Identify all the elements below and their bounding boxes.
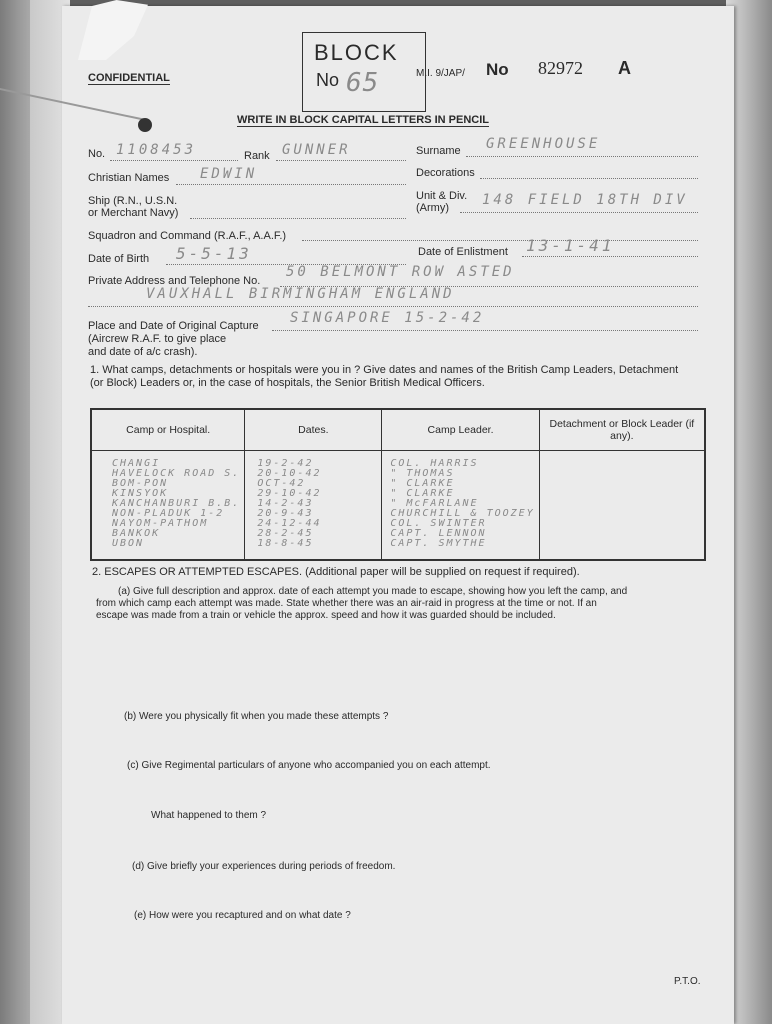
christian-names-value: EDWIN (200, 166, 258, 182)
ship-label-2: or Merchant Navy) (88, 207, 179, 219)
list-item: UBON (112, 538, 145, 549)
list-item: 20-10-42 (257, 468, 322, 479)
list-item: CHANGI (112, 458, 161, 469)
list-item: 18-8-45 (257, 538, 314, 549)
list-item: KANCHANBURI B.B. (112, 498, 241, 509)
table-row (91, 451, 705, 561)
list-item: 28-2-45 (257, 528, 314, 539)
ship-line (190, 218, 406, 219)
col-detachment-header: Detachment or Block Leader (if any). (539, 409, 705, 451)
rank-line (276, 160, 406, 161)
enlistment-value: 13-1-41 (526, 236, 615, 255)
form-ref: M.I. 9/JAP/ (416, 68, 465, 79)
address-label: Private Address and Telephone No. (88, 275, 261, 287)
list-item: CHURCHILL & TOOZEY (390, 508, 535, 519)
punch-hole (138, 118, 152, 132)
serial-suffix: A (618, 58, 631, 78)
q2-c-followup: What happened to them ? (151, 810, 267, 821)
ship-label-1: Ship (R.N., U.S.N. (88, 195, 178, 207)
dates-cell (245, 451, 382, 561)
unit-value: 148 FIELD 18TH DIV (482, 192, 688, 208)
capture-line (272, 330, 698, 331)
pto-label: P.T.O. (674, 976, 701, 987)
list-item: COL. HARRIS (390, 458, 479, 469)
unit-line (460, 212, 698, 213)
list-item: KINSYOK (112, 488, 169, 499)
block-no-label: No (316, 70, 340, 90)
surname-value: GREENHOUSE (486, 136, 601, 152)
camps-cell (91, 451, 245, 561)
q1-line-2: (or Block) Leaders or, in the case of hospitals, the Senior British Medical Officers. (90, 377, 485, 389)
list-item: 14-2-43 (257, 498, 314, 509)
unit-label-1: Unit & Div. (416, 190, 468, 202)
christian-names-line (176, 184, 406, 185)
unit-label-2: (Army) (416, 202, 449, 214)
enlistment-line (522, 256, 698, 257)
camps-table-header (91, 409, 705, 451)
q2-a-line-3: escape was made from a train or vehicle the approx. speed and how it was guarded should be included. (96, 610, 556, 621)
list-item: NON-PLADUK 1-2 (112, 508, 225, 519)
list-item: COL. SWINTER (390, 518, 487, 529)
camps-table (90, 408, 706, 561)
leaders-cell (382, 451, 539, 561)
q2-a-line-1: (a) Give full description and approx. date of each attempt you made to escape, showing how you left the camp, and (118, 586, 628, 597)
capture-label-1: Place and Date of Original Capture (88, 320, 259, 332)
list-item: 29-10-42 (257, 488, 322, 499)
capture-label-2: (Aircrew R.A.F. to give place (88, 333, 227, 345)
col-dates-header: Dates. (245, 409, 382, 451)
q2-e: (e) How were you recaptured and on what date ? (134, 910, 351, 921)
confidential-label: CONFIDENTIAL (88, 72, 170, 84)
list-item: 20-9-43 (257, 508, 314, 519)
list-item: NAYOM-PATHOM (112, 518, 209, 529)
list-item: 19-2-42 (257, 458, 314, 469)
no-value: 1108453 (116, 142, 197, 158)
dob-value: 5-5-13 (176, 244, 252, 263)
list-item: " CLARKE (390, 478, 455, 489)
serial-no-label: No (486, 60, 509, 79)
surname-label: Surname (416, 145, 461, 157)
q2-title: 2. ESCAPES OR ATTEMPTED ESCAPES. (Additional paper will be supplied on request if required). (92, 566, 580, 578)
address-value-2: VAUXHALL BIRMINGHAM ENGLAND (146, 286, 455, 302)
dob-label: Date of Birth (88, 253, 150, 265)
address-value-1: 50 BELMONT ROW ASTED (286, 264, 515, 280)
list-item: " McFARLANE (390, 498, 479, 509)
surname-line (466, 156, 698, 157)
list-item: OCT-42 (257, 478, 306, 489)
no-line (110, 160, 238, 161)
list-item: BOM-PON (112, 478, 169, 489)
col-leader-header: Camp Leader. (382, 409, 539, 451)
instruction-heading: WRITE IN BLOCK CAPITAL LETTERS IN PENCIL (237, 114, 489, 126)
detachment-cell (539, 451, 705, 561)
squadron-line (302, 240, 698, 241)
address-line-2 (88, 306, 698, 307)
squadron-label: Squadron and Command (R.A.F., A.A.F.) (88, 230, 287, 242)
list-item: HAVELOCK ROAD S. (112, 468, 241, 479)
rank-value: GUNNER (282, 142, 351, 158)
serial-number: 82972 (538, 58, 583, 78)
block-stamp-label: BLOCK (314, 40, 399, 65)
no-label: No. (88, 148, 106, 160)
christian-names-label: Christian Names (88, 172, 170, 184)
list-item: 24-12-44 (257, 518, 322, 529)
decorations-line (480, 178, 698, 179)
q2-a-line-2: from which camp each attempt was made. State whether there was an air-raid in progress at the time or not. If an (96, 598, 597, 609)
q2-c: (c) Give Regimental particulars of anyone who accompanied you on each attempt. (127, 760, 491, 771)
list-item: " CLARKE (390, 488, 455, 499)
capture-value: SINGAPORE 15-2-42 (290, 310, 485, 326)
block-no-value: 65 (346, 68, 380, 98)
capture-label-3: and date of a/c crash). (88, 346, 198, 358)
col-camp-header: Camp or Hospital. (91, 409, 245, 451)
list-item: CAPT. LENNON (390, 528, 487, 539)
q1-line-1: 1. What camps, detachments or hospitals were you in ? Give dates and names of the British Camp Leaders, Detachment (90, 364, 679, 376)
enlistment-label: Date of Enlistment (418, 246, 508, 258)
list-item: CAPT. SMYTHE (390, 538, 487, 549)
decorations-label: Decorations (416, 167, 475, 179)
list-item: BANKOK (112, 528, 161, 539)
rank-label: Rank (244, 150, 270, 162)
q2-b: (b) Were you physically fit when you made these attempts ? (124, 711, 389, 722)
list-item: " THOMAS (390, 468, 455, 479)
q2-d: (d) Give briefly your experiences during periods of freedom. (132, 861, 396, 872)
